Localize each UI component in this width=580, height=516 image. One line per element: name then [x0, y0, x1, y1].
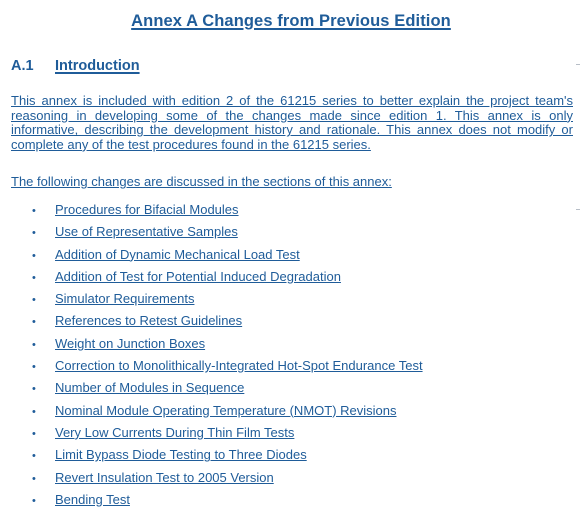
changes-list — [32, 201, 423, 513]
section-heading — [11, 58, 140, 74]
bullet-icon: • — [32, 338, 36, 351]
list-item — [32, 335, 423, 357]
list-item — [32, 469, 423, 491]
margin-mark — [576, 209, 580, 210]
list-item — [32, 424, 423, 446]
bullet-icon: • — [32, 227, 36, 240]
list-item — [32, 379, 423, 401]
bullet-icon: • — [32, 405, 36, 418]
list-item — [32, 312, 423, 334]
section-title: Introduction — [55, 58, 140, 74]
list-item-label: References to Retest Guidelines — [55, 313, 243, 329]
bullet-icon: • — [32, 450, 36, 463]
list-item — [32, 246, 423, 268]
list-item-label: Simulator Requirements — [55, 291, 195, 307]
list-item-label: Weight on Junction Boxes — [55, 335, 206, 351]
list-item-label: Correction to Monolithically-Integrated Hot-Spot Endurance Test — [55, 358, 423, 374]
list-item-label: Very Low Currents During Thin Film Tests — [55, 424, 295, 440]
bullet-icon: • — [32, 383, 36, 396]
list-item-label: Limit Bypass Diode Testing to Three Diodes — [55, 447, 307, 463]
bullet-icon: • — [32, 427, 36, 440]
bullet-icon: • — [32, 361, 36, 374]
list-item — [32, 201, 423, 223]
list-item-label: Addition of Test for Potential Induced Degradation — [55, 268, 341, 284]
bullet-icon: • — [32, 494, 36, 507]
bullet-icon: • — [32, 249, 36, 262]
bullet-icon: • — [32, 271, 36, 284]
list-item-label: Addition of Dynamic Mechanical Load Test — [55, 246, 300, 262]
list-item-label: Procedures for Bifacial Modules — [55, 202, 239, 217]
section-number: A.1 — [11, 58, 34, 74]
list-item-label: Number of Modules in Sequence — [55, 380, 245, 396]
list-item-label: Nominal Module Operating Temperature (NMOT) Revisions — [55, 402, 397, 418]
list-item — [32, 268, 423, 290]
list-item — [32, 357, 423, 379]
annex-title: Annex A Changes from Previous Edition — [131, 12, 451, 30]
bullet-icon: • — [32, 316, 36, 329]
bullet-icon: • — [32, 205, 36, 217]
list-item-label: Bending Test — [55, 491, 130, 507]
list-item — [32, 290, 423, 312]
list-item-label: Use of Representative Samples — [55, 224, 238, 240]
bullet-icon: • — [32, 294, 36, 307]
bullet-icon: • — [32, 472, 36, 485]
list-item — [32, 491, 423, 513]
list-item — [32, 446, 423, 468]
list-item — [32, 223, 423, 245]
list-item-label: Revert Insulation Test to 2005 Version — [55, 469, 274, 485]
changes-lead-sentence: The following changes are discussed in the sections of this annex: — [11, 174, 392, 189]
margin-mark — [576, 64, 580, 65]
intro-paragraph: This annex is included with edition 2 of the 61215 series to better explain the project team's reasoning in developing some of the changes made since edition 1. This annex is only informative, describing the development history and rationale. This annex does not modify or complete any of the test procedures found in the 61215 series. — [11, 93, 573, 152]
list-item — [32, 402, 423, 424]
